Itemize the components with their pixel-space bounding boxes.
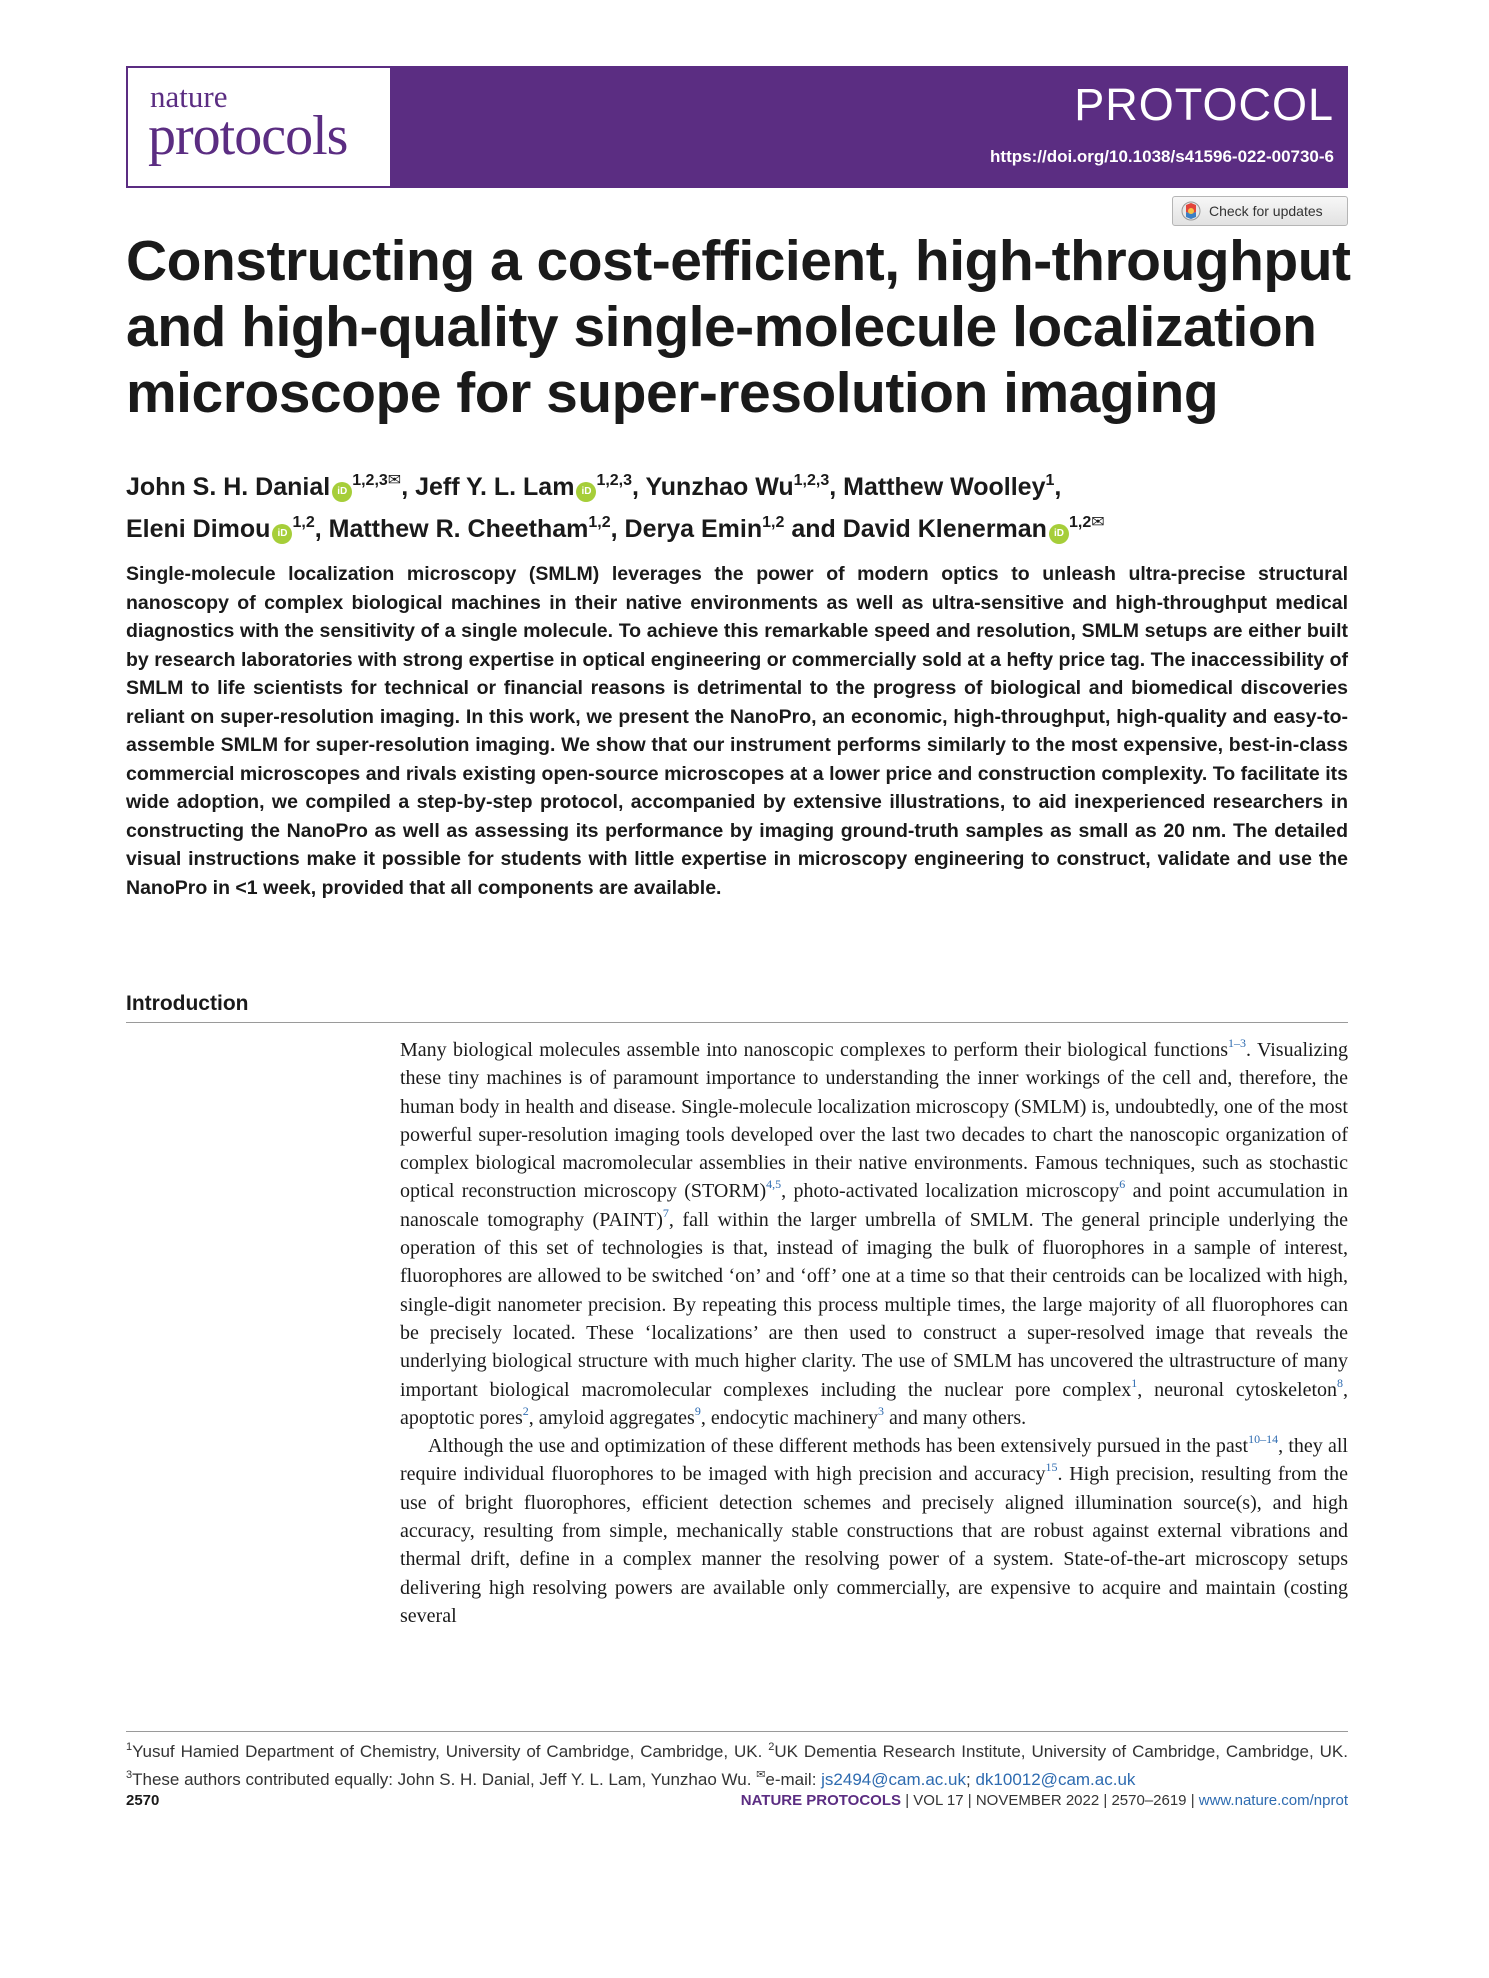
citation-link[interactable]: 3	[877, 1403, 884, 1418]
orcid-icon[interactable]: iD	[1049, 524, 1069, 544]
doi-link[interactable]: https://doi.org/10.1038/s41596-022-00730-6	[990, 147, 1334, 166]
author-name[interactable]: Jeff Y. L. Lam	[415, 473, 575, 501]
text-run: . Visualizing these tiny machines is of paramount importance to understanding the inner workings of the cell and, therefore, the human body in health and disease. Single-molecule localization microscopy (SMLM) is, undoubtedly, one of the most powerful super-resolution imaging tools developed over the last two decades to chart the nanoscopic organization of complex biological macromolecular assemblies in their native environments. Famous techniques, such as stochastic optical reconstruction microscopy (STORM)	[400, 1039, 1348, 1203]
orcid-icon[interactable]: iD	[332, 482, 352, 502]
paragraph	[400, 1036, 1348, 1432]
footnote-marker: 3	[126, 1769, 133, 1781]
journal-website-link[interactable]: www.nature.com/nprot	[1198, 1792, 1348, 1809]
author-name[interactable]: John S. H. Danial	[126, 473, 331, 501]
author-line: Eleni Dimou iD$^{1,2}$, Matthew R. Cheetham$^{1,2}$, Derya Emin$^{1,2}$ and David Klenerman $iD^{1,2✉}$	[126, 514, 1105, 543]
text-run: , photo-activated localization microscopy	[781, 1180, 1120, 1203]
text-run: , amyloid aggregates	[528, 1406, 695, 1429]
affiliation-sup: 1,2,3	[352, 472, 388, 489]
affiliation-sup: 1,2	[1068, 514, 1092, 531]
abstract: Single-molecule localization microscopy (SMLM) leverages the power of modern optics to unleash ultra-precise structural nanoscopy of complex biological machines in their native environments as well as ultra-sensitive and high-throughput medical diagnostics with the sensitivity of a single molecule. To achieve this remarkable speed and resolution, SMLM setups are either built by research laboratories with strong expertise in optical engineering or commercially sold at a hefty price tag. The inaccessibility of SMLM to life scientists for technical or financial reasons is detrimental to the progress of biological and biomedical discoveries reliant on super-resolution imaging. In this work, we present the NanoPro, an economic, high-throughput, high-quality and easy-to-assemble SMLM for super-resolution imaging. We show that our instrument performs similarly to the most expensive, best-in-class commercial microscopes and rivals existing open-source microscopes at a lower price and construction complexity. To facilitate its wide adoption, we compiled a step-by-step protocol, accompanied by extensive illustrations, to aid inexperienced researchers in constructing the NanoPro as well as assessing its performance by imaging ground-truth samples as small as 20 nm. The detailed visual instructions make it possible for students with little expertise in microscopy engineering to construct, validate and use the NanoPro in <1 week, provided that all components are available.	[126, 563, 1348, 899]
email-link[interactable]: js2494@cam.ac.uk	[821, 1770, 966, 1789]
author-name[interactable]: Matthew R. Cheetham	[328, 515, 589, 543]
crossmark-icon	[1181, 201, 1201, 221]
journal-pages: 2570–2619	[1111, 1792, 1187, 1809]
journal-issue: NOVEMBER 2022	[975, 1792, 1100, 1809]
article-type-label: PROTOCOL	[1074, 79, 1334, 130]
journal-name: NATURE PROTOCOLS	[740, 1792, 902, 1809]
text-run: , neuronal cytoskeleton	[1137, 1378, 1338, 1401]
check-for-updates-label: Check for updates	[1209, 203, 1323, 219]
section-divider	[126, 1022, 1348, 1023]
email-separator: ;	[965, 1770, 971, 1789]
text-run: and point accumulation in nanoscale tomography (PAINT)	[400, 1180, 1348, 1231]
title-line: microscope for super-resolution imaging	[126, 361, 1219, 425]
article-title	[126, 228, 1351, 426]
email-label: e-mail:	[765, 1770, 817, 1789]
affiliation-text: UK Dementia Research Institute, University of Cambridge, Cambridge, UK.	[774, 1742, 1348, 1761]
citation-link[interactable]: 7	[662, 1205, 669, 1220]
email-link[interactable]: dk10012@cam.ac.uk	[975, 1770, 1136, 1789]
journal-citation-line: NATURE PROTOCOLS | VOL 17 | NOVEMBER 2022 | 2570–2619 | www.nature.com/nprot	[740, 1792, 1348, 1809]
author-name[interactable]: Derya Emin	[624, 515, 763, 543]
citation-link[interactable]: 15	[1045, 1460, 1058, 1475]
page-number: 2570	[126, 1792, 160, 1809]
citation-link[interactable]: 4,5	[766, 1177, 782, 1192]
affiliation-sup: 1,2,3	[793, 472, 830, 489]
author-list	[126, 463, 1348, 547]
text-run: , they all require individual fluorophores to be imaged with high precision and accuracy	[400, 1435, 1348, 1486]
affiliations-footnote	[126, 1738, 1348, 1794]
paragraph	[400, 1432, 1348, 1630]
text-run: , apoptotic pores	[400, 1378, 1349, 1429]
citation-link[interactable]: 1–3	[1228, 1036, 1247, 1050]
affiliation-sup: 1,2,3	[596, 472, 633, 489]
introduction-body	[400, 1036, 1348, 1630]
orcid-icon[interactable]: iD	[576, 482, 596, 502]
citation-link[interactable]: 2	[522, 1403, 529, 1418]
text-run: . High precision, resulting from the use of bright fluorophores, efficient detection schemes and precisely aligned illumination source(s), and high accuracy, resulting from simple, mechanically stable constructions that are robust against external vibrations and thermal drift, define in a complex manner the resolving power of a system. State-of-the-art microscopy setups delivering high resolving powers are available only commercially, are expensive to acquire and maintain (costing several	[400, 1463, 1348, 1627]
author-line: John S. H. Danial $iD^{1,2,3✉}$, Jeff Y. L. Lam iD$^{1,2,3}$, Yunzhao Wu$^{1,2,3}$, Matthew Woolley$^1$,	[126, 472, 1062, 501]
envelope-icon: ✉	[756, 1769, 766, 1781]
text-run: Although the use and optimization of these different methods has been extensively pursued in the past	[428, 1435, 1249, 1458]
citation-link[interactable]: 9	[694, 1403, 701, 1418]
journal-logo[interactable]	[126, 66, 392, 188]
text-run: and many others.	[883, 1406, 1027, 1429]
citation-link[interactable]: 1	[1131, 1375, 1138, 1390]
citation-link[interactable]: 10–14	[1248, 1432, 1279, 1447]
affiliation-sup: 1,2	[762, 514, 785, 531]
logo-line-protocols: protocols	[148, 105, 348, 167]
author-name[interactable]: David Klenerman	[842, 515, 1047, 543]
title-line: Constructing a cost-efficient, high-throughput	[126, 229, 1351, 293]
logo-line-nature: nature	[150, 79, 228, 114]
footnote-divider	[126, 1731, 1348, 1732]
contribution-text: These authors contributed equally: John S. H. Danial, Jeff Y. L. Lam, Yunzhao Wu.	[132, 1770, 752, 1789]
footnote-marker: 1	[126, 1741, 133, 1753]
section-heading-introduction: Introduction	[126, 992, 249, 1015]
journal-volume: VOL 17	[913, 1792, 964, 1809]
author-conjunction: and	[791, 515, 836, 543]
citation-link[interactable]: 8	[1337, 1375, 1344, 1390]
author-name[interactable]: Eleni Dimou	[126, 515, 271, 543]
text-run: , fall within the larger umbrella of SMLM. The general principle underlying the operation of this set of technologies is that, instead of imaging the bulk of fluorophores in a sample of interest, fluorophores are allowed to be switched ‘on’ and ‘off’ one at a time so that their centroids can be localized with high, single-digit nanometer precision. By repeating this process multiple times, the large majority of all fluorophores can be precisely located. These ‘localizations’ are then used to construct a super-resolved image that reveals the underlying biological structure with much higher clarity. The use of SMLM has uncovered the ultrastructure of many important biological macromolecular complexes including the nuclear pore complex	[400, 1208, 1348, 1401]
author-name[interactable]: Matthew Woolley	[843, 473, 1046, 501]
affiliation-text: Yusuf Hamied Department of Chemistry, University of Cambridge, Cambridge, UK.	[132, 1742, 763, 1761]
envelope-icon[interactable]: ✉	[387, 472, 402, 489]
affiliation-sup: 1	[1045, 472, 1055, 489]
title-line: and high-quality single-molecule localization	[126, 295, 1317, 359]
author-name[interactable]: Yunzhao Wu	[645, 473, 794, 501]
text-run: Many biological molecules assemble into nanoscopic complexes to perform their biological functions	[400, 1039, 1229, 1061]
affiliation-sup: 1,2	[292, 514, 315, 531]
footnote-marker: 2	[768, 1741, 775, 1753]
text-run: , endocytic machinery	[700, 1406, 878, 1429]
citation-link[interactable]: 6	[1119, 1177, 1126, 1192]
affiliation-sup: 1,2	[588, 514, 611, 531]
envelope-icon[interactable]: ✉	[1091, 514, 1105, 531]
check-for-updates-button[interactable]	[1172, 196, 1348, 226]
orcid-icon[interactable]: iD	[272, 524, 292, 544]
